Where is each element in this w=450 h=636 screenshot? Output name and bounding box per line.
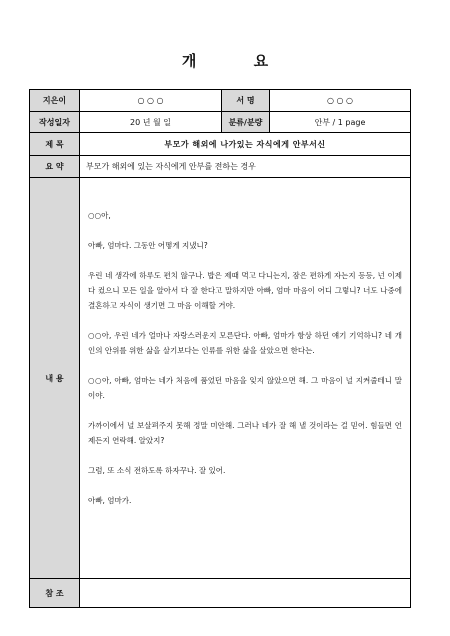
subject-value: 부모가 해외에 나가있는 자식에게 안부서신 [80,133,411,156]
category-label: 분류/분량 [222,112,270,133]
letter-paragraph: 우린 네 생각에 하루도 편치 않구나. 밥은 제때 먹고 다니는지, 잠은 편하게 자는지 등등, 넌 이제 다 컸으니 모든 일을 알아서 다 잘 한다고 말하지만 아빠, 엄마 마음이 어디 그렇니? 너도 나중에 결혼하고 자식이 생기면 그 마음 이해할 거야. [88,271,402,310]
summary-value: 부모가 해외에 있는 자식에게 안부를 전하는 경우 [80,156,411,178]
title-owner-value: ○ ○ ○ [270,90,411,112]
content-body [80,178,411,579]
letter-signature: 아빠, 엄마가. [88,496,132,505]
letter-paragraph: 아빠, 엄마다. 그동안 어떻게 지냈니? [88,241,208,250]
document-form-table [29,89,411,608]
subject-label: 제 목 [30,133,80,156]
document-heading: 개 요 [181,52,295,70]
letter-paragraph: 그럼, 또 소식 전하도록 하자꾸나. 잘 있어. [88,466,226,475]
letter-paragraph: ○○아, 아빠, 엄마는 네가 처음에 품었던 마음을 잊지 않았으면 해. 그 마음이 널 지켜줄테니 말이야. [88,376,402,400]
author-value: ○ ○ ○ [80,90,222,112]
reference-label: 참 조 [30,579,80,608]
letter-paragraph: 가까이에서 널 보살펴주지 못해 정말 미안해. 그러나 네가 잘 해 낼 것이라는 걸 믿어. 힘들면 언제든지 연락해. 알았지? [88,421,402,445]
letter-greeting: ○○아, [88,211,111,220]
date-value: 20 년 월 일 [80,112,222,133]
letter-paragraph: ○○아, 우린 네가 얼마나 자랑스러운지 모른단다. 아빠, 엄마가 항상 하던 얘기 기억하니? 네 개인의 안위를 위한 삶을 살기보다는 인류를 위한 삶을 살았으면 한다는. [88,331,402,355]
reference-value [80,579,411,608]
author-label: 지은이 [30,90,80,112]
summary-label: 요 약 [30,156,80,178]
content-label: 내 용 [30,178,80,579]
category-value: 안부 / 1 page [270,112,411,133]
date-label: 작성일자 [30,112,80,133]
title-owner-label: 서 명 [222,90,270,112]
